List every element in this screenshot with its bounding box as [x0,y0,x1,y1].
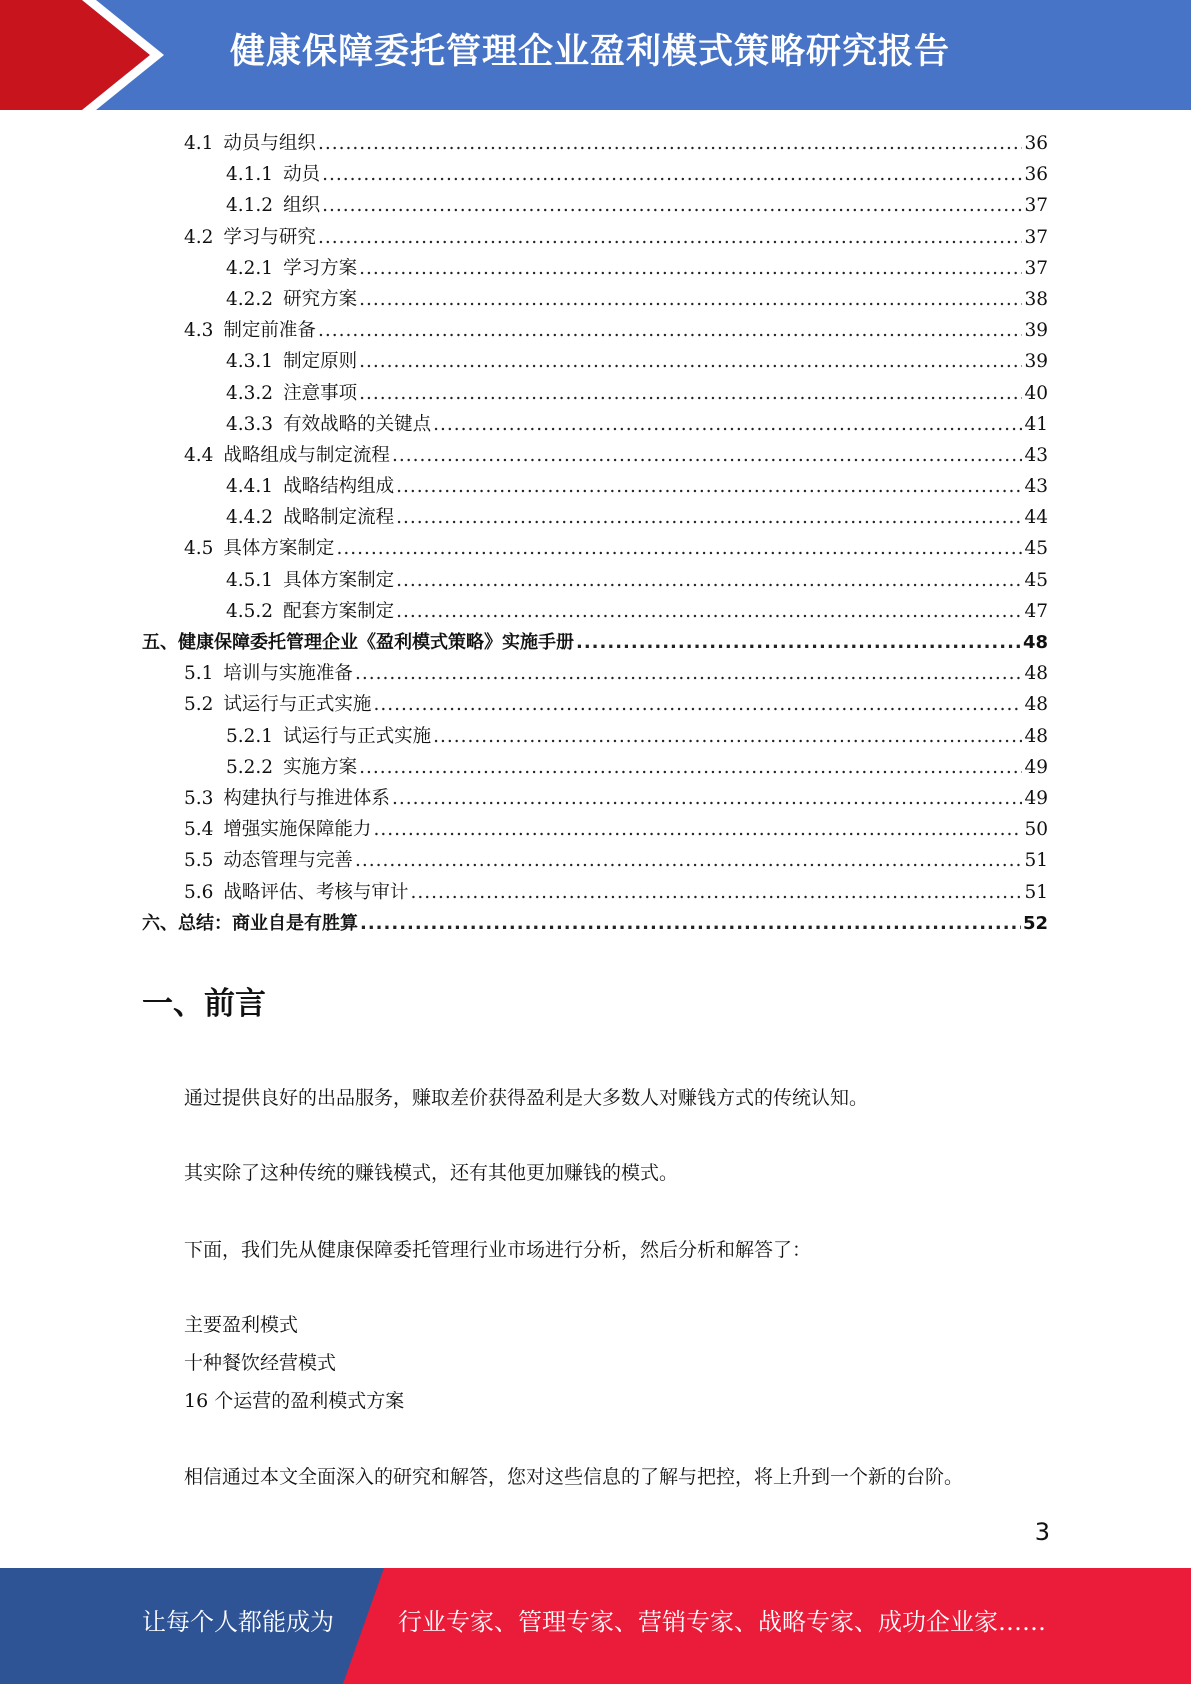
toc-leader-dots [433,721,1022,752]
table-of-contents [142,128,1048,939]
toc-entry-number: 4.2.2 [226,288,274,310]
toc-entry-number: 5.2.1 [226,725,274,747]
toc-entry-number: 5.3 [184,787,214,809]
toc-entry-title: 实施方案 [283,756,358,778]
footer-slogan-right: 行业专家、管理专家、营销专家、战略专家、成功企业家…… [398,1608,1046,1636]
toc-entry[interactable] [142,877,1048,908]
toc-entry-page: 44 [1024,507,1048,529]
toc-entry-title: 动员 [283,164,321,186]
toc-entry-page: 43 [1024,444,1048,466]
toc-entry[interactable] [142,315,1048,346]
toc-entry-title: 组织 [283,195,321,217]
toc-entry-number: 4.2.1 [226,257,274,279]
toc-entry[interactable] [142,409,1048,440]
toc-leader-dots [318,128,1022,159]
toc-leader-dots [373,814,1022,845]
toc-entry[interactable] [142,471,1048,502]
toc-leader-dots [359,378,1022,409]
toc-entry-page: 37 [1024,257,1048,279]
toc-entry-page: 38 [1024,288,1048,310]
toc-entry-number: 5.2.2 [226,756,274,778]
toc-entry-page: 50 [1024,819,1048,841]
toc-entry[interactable] [142,502,1048,533]
toc-leader-dots [392,440,1022,471]
toc-entry-title: 战略评估、考核与审计 [223,881,409,903]
toc-leader-dots [322,159,1022,190]
toc-entry[interactable] [142,440,1048,471]
toc-leader-dots [392,783,1022,814]
toc-entry-title: 有效战略的关键点 [283,413,432,435]
toc-entry[interactable] [142,845,1048,876]
toc-leader-dots [576,627,1021,658]
toc-entry-number: 5.1 [184,663,214,685]
toc-leader-dots [433,409,1022,440]
toc-entry-page: 37 [1024,195,1048,217]
toc-entry-title: 六、总结：商业自是有胜算 [142,912,358,934]
toc-entry-page: 52 [1022,912,1048,934]
list-item: 主要盈利模式 [184,1314,299,1336]
page-number: 3 [1034,1518,1050,1546]
toc-entry-title: 制定前准备 [223,320,316,342]
toc-entry[interactable] [142,627,1048,658]
toc-leader-dots [359,752,1022,783]
toc-entry-title: 五、健康保障委托管理企业《盈利模式策略》实施手册 [142,632,574,653]
toc-entry-number: 5.5 [184,850,214,872]
toc-leader-dots [318,222,1022,253]
toc-entry-title: 增强实施保障能力 [223,819,372,841]
footer-slogan-left: 让每个人都能成为 [142,1608,334,1636]
toc-entry-title: 具体方案制定 [223,538,335,560]
toc-entry-number: 4.2 [184,226,214,248]
toc-entry-page: 39 [1024,320,1048,342]
toc-entry-number: 4.4.1 [226,476,274,498]
toc-entry-page: 48 [1024,663,1048,685]
toc-entry-page: 48 [1024,694,1048,716]
toc-entry-number: 4.5.2 [226,600,274,622]
toc-entry[interactable] [142,689,1048,720]
toc-entry-title: 学习方案 [283,257,358,279]
toc-entry-number: 5.2 [184,694,214,716]
toc-entry[interactable] [142,378,1048,409]
toc-entry[interactable] [142,783,1048,814]
toc-entry-number: 4.3.1 [226,351,274,373]
toc-entry[interactable] [142,596,1048,627]
toc-entry-number: 4.1.1 [226,164,274,186]
paragraph: 其实除了这种传统的赚钱模式，还有其他更加赚钱的模式。 [184,1162,679,1184]
report-title: 健康保障委托管理企业盈利模式策略研究报告 [230,32,951,72]
toc-leader-dots [359,253,1022,284]
toc-entry[interactable] [142,721,1048,752]
toc-entry-page: 51 [1024,881,1048,903]
toc-entry-title: 试运行与正式实施 [223,694,372,716]
toc-entry-title: 培训与实施准备 [223,663,353,685]
toc-entry-number: 4.1 [184,133,214,154]
toc-entry[interactable] [142,908,1048,939]
toc-entry[interactable] [142,222,1048,253]
toc-entry-title: 构建执行与推进体系 [223,787,390,809]
toc-leader-dots [360,908,1021,939]
toc-entry[interactable] [142,658,1048,689]
toc-entry-page: 51 [1024,850,1048,872]
toc-leader-dots [410,877,1022,908]
toc-entry-number: 4.1.2 [226,195,274,217]
toc-entry-number: 4.3.2 [226,382,274,404]
toc-entry[interactable] [142,752,1048,783]
toc-entry[interactable] [142,565,1048,596]
toc-leader-dots [396,502,1022,533]
toc-entry-page: 43 [1024,476,1048,498]
header-banner [0,0,1191,110]
toc-leader-dots [359,346,1022,377]
toc-entry-page: 49 [1024,756,1048,778]
toc-entry-page: 45 [1024,538,1048,560]
toc-leader-dots [318,315,1022,346]
toc-entry-page: 39 [1024,351,1048,373]
toc-entry-title: 战略结构组成 [283,476,395,498]
footer-banner [0,1568,1191,1684]
toc-entry[interactable] [142,128,1048,159]
toc-entry-page: 36 [1024,133,1048,154]
toc-entry-title: 研究方案 [283,288,358,310]
toc-entry-page: 40 [1024,382,1048,404]
toc-entry-page: 47 [1024,600,1048,622]
toc-entry-title: 制定原则 [283,351,358,373]
toc-entry-title: 配套方案制定 [283,600,395,622]
toc-entry[interactable] [142,253,1048,284]
toc-entry-title: 具体方案制定 [283,569,395,591]
toc-entry-page: 49 [1024,787,1048,809]
toc-leader-dots [322,190,1022,221]
toc-leader-dots [396,471,1022,502]
toc-entry-number: 4.3 [184,320,214,342]
toc-leader-dots [355,658,1022,689]
toc-entry-number: 4.4.2 [226,507,274,529]
toc-entry-page: 37 [1024,226,1048,248]
toc-entry-title: 学习与研究 [223,226,316,248]
toc-leader-dots [373,689,1022,720]
toc-entry-title: 动态管理与完善 [223,850,353,872]
list-item: 十种餐饮经营模式 [184,1352,337,1374]
toc-entry-title: 动员与组织 [223,133,316,154]
toc-entry-page: 48 [1024,725,1048,747]
toc-entry-number: 4.5.1 [226,569,274,591]
paragraph: 通过提供良好的出品服务，赚取差价获得盈利是大多数人对赚钱方式的传统认知。 [184,1087,869,1109]
toc-entry[interactable] [142,814,1048,845]
paragraph: 相信通过本文全面深入的研究和解答，您对这些信息的了解与把控，将上升到一个新的台阶。 [184,1466,964,1488]
toc-leader-dots [396,596,1022,627]
toc-entry-title: 战略制定流程 [283,507,395,529]
toc-entry[interactable] [142,159,1048,190]
section-heading: 一、前言 [142,986,266,1022]
toc-leader-dots [359,284,1022,315]
toc-entry-page: 41 [1024,413,1048,435]
toc-entry-page: 36 [1024,164,1048,186]
toc-leader-dots [336,533,1022,564]
toc-entry[interactable] [142,190,1048,221]
toc-leader-dots [396,565,1022,596]
toc-entry[interactable] [142,533,1048,564]
toc-entry-page: 48 [1022,632,1048,653]
list-item: 16 个运营的盈利模式方案 [184,1390,405,1412]
toc-entry-number: 4.5 [184,538,214,560]
toc-entry-page: 45 [1024,569,1048,591]
toc-entry-number: 4.3.3 [226,413,274,435]
toc-entry-title: 战略组成与制定流程 [223,444,390,466]
toc-leader-dots [355,845,1022,876]
toc-entry[interactable] [142,284,1048,315]
toc-entry-title: 试运行与正式实施 [283,725,432,747]
toc-entry-number: 5.6 [184,881,214,903]
toc-entry[interactable] [142,346,1048,377]
toc-entry-title: 注意事项 [283,382,358,404]
toc-entry-number: 5.4 [184,819,214,841]
paragraph: 下面，我们先从健康保障委托管理行业市场进行分析，然后分析和解答了： [184,1239,812,1261]
toc-entry-number: 4.4 [184,444,214,466]
